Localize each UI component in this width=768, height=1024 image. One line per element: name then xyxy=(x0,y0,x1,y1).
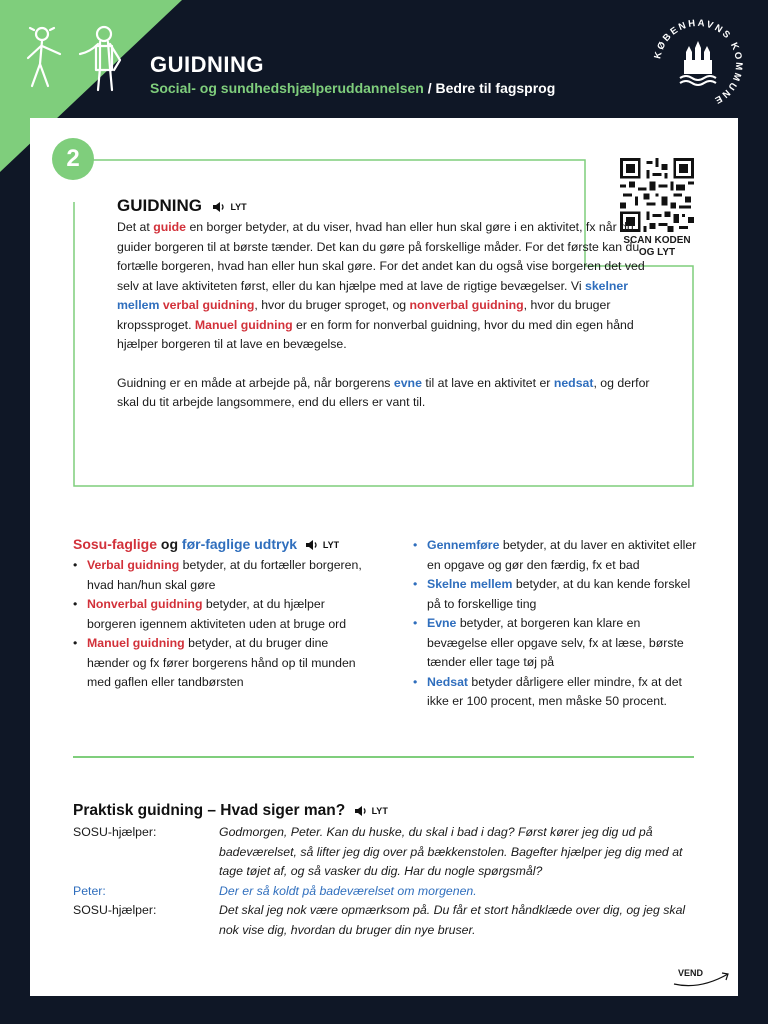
section-title: GUIDNING xyxy=(117,196,202,215)
dialogue-line xyxy=(73,901,703,940)
terms-left-column xyxy=(73,536,373,693)
listen-link[interactable]: LYT xyxy=(230,201,247,212)
terms-heading: Sosu-faglige og før-faglige udtryk LYT xyxy=(73,536,340,552)
dialogue-text: Der er så koldt på badeværelset om morgenen. xyxy=(219,883,477,898)
practice-heading: Praktisk guidning – Hvad siger man? LYT xyxy=(73,802,388,819)
list-item: • Nonverbal guidning betyder, at du hjælper borgeren igennem aktiviteten uden at bruge ord xyxy=(73,595,373,634)
paragraph-2: Guidning er en måde at arbejde på, når borgerens evne til at lave en aktivitet er nedsat, og derfor skal du tit arbejde langsommere, end du ellers er vant til. xyxy=(117,375,650,409)
speaker-label: SOSU-hjælper: xyxy=(73,903,157,917)
list-item: • Evne betyder, at borgeren kan klare en bevægelse eller opgave selv, fx at læse, børste tænder eller tage tøj på xyxy=(413,614,698,673)
kobenhavns-kommune-logo xyxy=(650,16,746,112)
dialogue-text: Godmorgen, Peter. Kan du huske, du skal i bad i dag? Først kører jeg dig ud på badeværelset, så lifter jeg dig over på bækkenstolen. Bagefter hjælper jeg dig med at tage tøjet af, og så vasker du dig. Har du nogle spørgsmål? xyxy=(219,825,683,878)
paragraph-1: Det at guide en borger betyder, at du viser, hvad han eller hun skal gøre i en aktivitet, fx når du guider borgeren til at børste tænder. Det kan du gøre på forskellige måder. For det første kan du fortælle borgeren, hvad han eller hun skal gøre. For det andet kan du også vise borgeren det ved selv at lave aktiviteten først, eller du kan hjælpe med at lave de rigtige bevægelser. Vi skelner mellem verbal guidning, hvor du bruger sproget, og nonverbal guidning, hvor du bruger kropssproget. Manuel guidning er en form for nonverbal guidning, hvor du med din egen hånd hjælper borgeren til at lave en bevægelse. xyxy=(117,220,645,351)
svg-text:KØBENHAVNS KOMMUNE: KØBENHAVNS KOMMUNE xyxy=(652,17,745,107)
speaker-icon[interactable] xyxy=(305,539,319,551)
header-subtitle xyxy=(150,80,555,96)
section-divider xyxy=(73,756,694,758)
keyword-guide: guide xyxy=(153,220,187,234)
list-item: • Gennemføre betyder, at du laver en aktivitet eller en opgave og gør den færdig, fx et bad xyxy=(413,536,698,575)
keyword-nonverbal-guidning: nonverbal guidning xyxy=(409,298,524,312)
list-item: • Nedsat betyder dårligere eller mindre, fx at det ikke er 100 procent, men måske 50 procent. xyxy=(413,673,698,712)
keyword-nedsat: nedsat xyxy=(553,375,594,390)
dialogue-line xyxy=(73,823,703,882)
dialogue-text: Det skal jeg nok være opmærksom på. Du får et stort håndklæde over dig, og jeg skal nok vise dig, hvordan du bruger din nye bruser. xyxy=(219,903,686,937)
section-heading xyxy=(117,196,247,216)
dialogue xyxy=(73,823,703,940)
turn-page-link[interactable]: VEND xyxy=(678,968,704,978)
pre-term-list xyxy=(413,536,698,712)
content-page xyxy=(30,118,738,996)
listen-link[interactable]: LYT xyxy=(371,805,388,816)
keyword-skelner-mellem: skelner mellem xyxy=(117,278,629,312)
guiding-people-icon xyxy=(20,24,132,100)
speaker-label: SOSU-hjælper: xyxy=(73,825,157,839)
speaker-icon[interactable] xyxy=(212,201,226,213)
listen-link[interactable]: LYT xyxy=(322,540,340,551)
keyword-manuel-guidning: Manuel guidning xyxy=(194,317,293,332)
dialogue-line xyxy=(73,882,703,902)
list-item: • Verbal guidning betyder, at du fortæller borgeren, hvad han/hun skal gøre xyxy=(73,556,373,595)
header-title: GUIDNING xyxy=(150,52,264,77)
curved-arrow-icon xyxy=(670,970,732,990)
keyword-verbal-guidning: verbal guidning xyxy=(162,298,255,312)
qr-caption: SCAN KODEN OG LYT xyxy=(623,235,691,258)
section-body xyxy=(117,218,657,413)
speaker-label: Peter: xyxy=(73,883,106,898)
section-number: 2 xyxy=(52,138,94,180)
terms-right-column xyxy=(413,536,698,712)
subtitle-program: Social- og sundhedshjælperuddannelsen xyxy=(150,80,424,96)
subtitle-series: / Bedre til fagsprog xyxy=(423,80,556,96)
speaker-icon[interactable] xyxy=(354,805,368,817)
list-item: • Skelne mellem betyder, at du kan kende forskel på to forskellige ting xyxy=(413,575,698,614)
list-item: • Manuel guidning betyder, at du bruger dine hænder og fx fører borgerens hånd op til munden med gaflen eller tandbørsten xyxy=(73,634,373,693)
keyword-evne: evne xyxy=(393,375,422,390)
sosu-term-list xyxy=(73,556,373,693)
